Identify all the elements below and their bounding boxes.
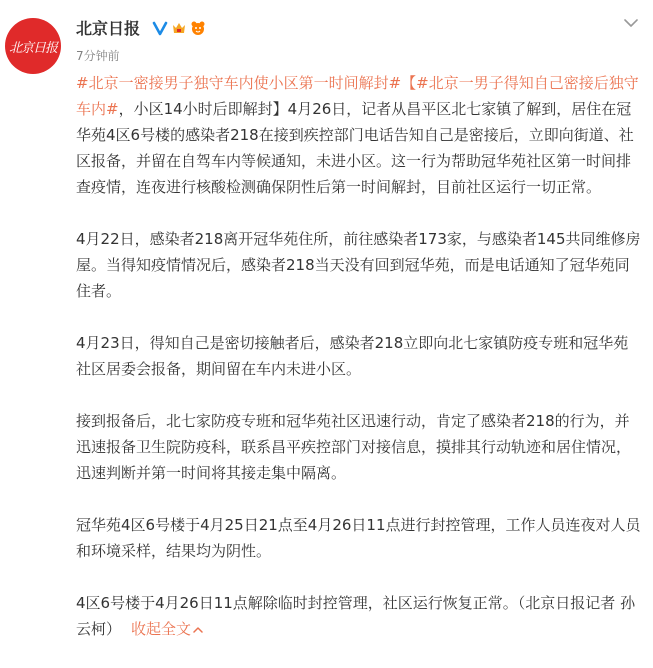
paragraph-1 (76, 70, 642, 200)
verified-v-icon[interactable] (152, 20, 168, 36)
chevron-down-icon (624, 18, 638, 28)
post-menu-button[interactable] (622, 14, 640, 32)
author-name[interactable]: 北京日报 (76, 19, 141, 38)
author-badges (152, 20, 206, 36)
chevron-up-icon (193, 625, 203, 635)
paragraph-1-text: ，小区14小时后即解封】4月26日，记者从昌平区北七家镇了解到，居住在冠华苑4区6号楼的感染者218在接到疾控部门电话告知自己是密接后，立即向街道、社区报备，并留在自驾车内等候通知，未进小区。这一行为帮助冠华苑社区第一时间排查疫情，连夜进行核酸检测确保阴性后第一时间解封，目前社区运行一切正常。 (76, 100, 634, 196)
post-content (76, 70, 642, 642)
avatar-logo-text: 北京日报 (8, 40, 57, 56)
fan-badge-icon[interactable] (190, 20, 206, 36)
paragraph-4: 接到报备后，北七家防疫专班和冠华苑社区迅速行动，肯定了感染者218的行为，并迅速报备卫生院防疫科，联系昌平疾控部门对接信息，摸排其行动轨迹和居住情况，迅速判断并第一时间将其接走集中隔离。 (76, 412, 632, 482)
post-timestamp[interactable]: 7分钟前 (76, 49, 120, 63)
collapse-full-text-link[interactable] (131, 620, 203, 638)
collapse-label: 收起全文 (131, 620, 192, 638)
hashtag-link-1[interactable]: #北京一密接男子独守车内使小区第一时间解封# (76, 74, 402, 92)
paragraph-5: 冠华苑4区6号楼于4月25日21点至4月26日11点进行封控管理，工作人员连夜对人员和环境采样，结果均为阴性。 (76, 516, 641, 560)
paragraph-2: 4月22日，感染者218离开冠华苑住所，前往感染者173家，与感染者145共同维修房屋。当得知疫情情况后，感染者218当天没有回到冠华苑，而是电话通知了冠华苑同住者。 (76, 230, 641, 300)
avatar[interactable] (5, 18, 61, 74)
hashtag-link-2[interactable]: 【#北京一男子得知自己密接后独守车内# (76, 74, 639, 118)
paragraph-3: 4月23日，得知自己是密切接触者后，感染者218立即向北七家镇防疫专班和冠华苑社区居委会报备，期间留在车内未进小区。 (76, 334, 629, 378)
vip-badge-icon[interactable] (171, 20, 187, 36)
paragraph-6 (76, 590, 642, 642)
paragraph-6-text: 4区6号楼于4月26日11点解除临时封控管理，社区运行恢复正常。（北京日报记者 孙云柯） (76, 594, 636, 638)
